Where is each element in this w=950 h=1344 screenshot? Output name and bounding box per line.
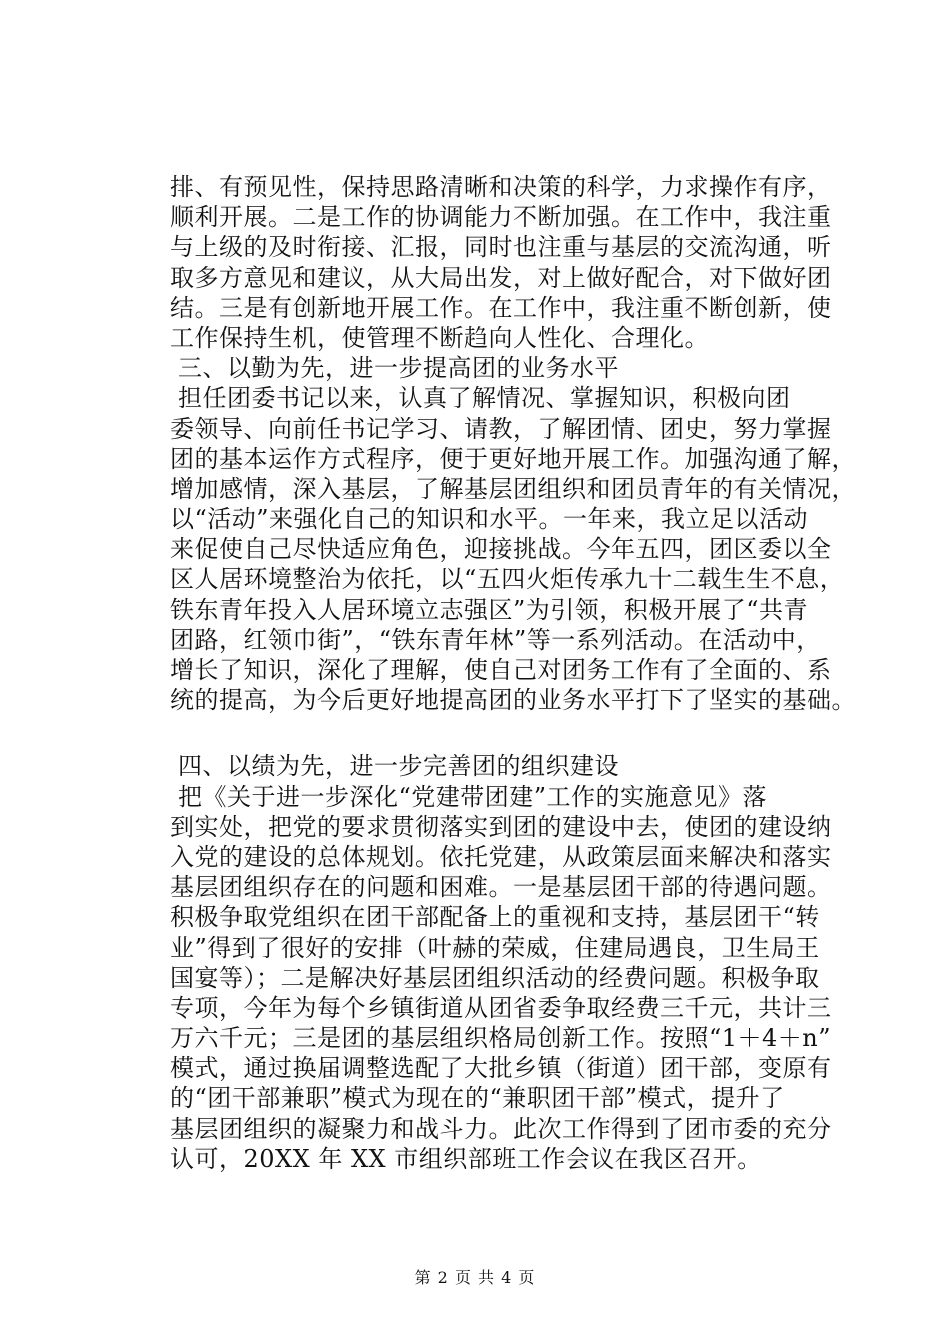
text-line: 基层团组织的凝聚力和战斗力。此次工作得到了团市委的充分 [170, 1114, 832, 1143]
text-line: 结。三是有创新地开展工作。在工作中，我注重不断创新，使 [170, 293, 832, 322]
text-line: 把《关于进一步深化“党建带团建”工作的实施意见》落 [178, 782, 768, 811]
text-line: 取多方意见和建议，从大局出发，对上做好配合，对下做好团 [170, 263, 832, 292]
paragraph-continued [170, 172, 832, 353]
text-line: 担任团委书记以来，认真了解情况、掌握知识，积极向团 [178, 384, 791, 413]
text-line: 认可，20XX 年 XX 市组织部班工作会议在我区召开。 [170, 1144, 762, 1173]
text-line: 顺利开展。二是工作的协调能力不断加强。在工作中，我注重 [170, 203, 832, 232]
text-line: 入党的建设的总体规划。依托党建，从政策层面来解决和落实 [170, 842, 832, 871]
text-line: 业”得到了很好的安排（叶赫的荣威，住建局遇良，卫生局王 [170, 933, 820, 962]
text-line: 万六千元；三是团的基层组织格局创新工作。按照“1＋4＋n” [170, 1024, 832, 1053]
paragraph-section-3 [170, 383, 856, 715]
text-line: 团路，红领巾街”，“铁东青年林”等一系列活动。在活动中， [170, 625, 821, 654]
text-line: 排、有预见性，保持思路清晰和决策的科学，力求操作有序， [170, 173, 832, 201]
text-line: 增加感情，深入基层，了解基层团组织和团员青年的有关情况， [170, 474, 856, 503]
text-line: 以“活动”来强化自己的知识和水平。一年来，我立足以活动 [170, 505, 809, 534]
text-line: 专项，今年为每个乡镇街道从团省委争取经费三千元，共计三 [170, 993, 832, 1022]
text-line: 工作保持生机，使管理不断趋向人性化、合理化。 [170, 323, 709, 352]
text-line: 团的基本运作方式程序，便于更好地开展工作。加强沟通了解， [170, 444, 856, 473]
text-line: 铁东青年投入人居环境立志强区”为引领，积极开展了“共青 [170, 595, 809, 624]
text-line: 委领导、向前任书记学习、请教，了解团情、团史，努力掌握 [170, 414, 832, 443]
page-footer: 第 2 页 共 4 页 [414, 1268, 536, 1287]
section-heading-4: 四、以绩为先，进一步完善团的组织建设 [178, 752, 619, 781]
text-line: 与上级的及时衔接、汇报，同时也注重与基层的交流沟通，听 [170, 233, 832, 262]
document-body [170, 172, 856, 1174]
text-line: 到实处，把党的要求贯彻落实到团的建设中去，使团的建设纳 [170, 812, 832, 841]
text-line: 模式，通过换届调整选配了大批乡镇（街道）团干部，变原有 [170, 1054, 832, 1083]
section-heading-3: 三、以勤为先，进一步提高团的业务水平 [178, 354, 619, 383]
text-line: 积极争取党组织在团干部配备上的重视和支持，基层团干“转 [170, 903, 820, 932]
paragraph-section-4 [170, 782, 832, 1174]
text-line: 基层团组织存在的问题和困难。一是基层团干部的待遇问题。 [170, 873, 832, 902]
text-line: 区人居环境整治为依托，以“五四火炬传承九十二载生生不息， [170, 565, 845, 594]
text-line: 的“团干部兼职”模式为现在的“兼职团干部”模式，提升了 [170, 1084, 785, 1113]
paragraph-spacer [170, 715, 800, 751]
text-line: 增长了知识，深化了理解，使自己对团务工作有了全面的、系 [170, 656, 832, 684]
text-line: 统的提高，为今后更好地提高团的业务水平打下了坚实的基础。 [170, 686, 856, 715]
text-line: 来促使自己尽快适应角色，迎接挑战。今年五四，团区委以全 [170, 535, 832, 564]
text-line: 国宴等）；二是解决好基层团组织活动的经费问题。积极争取 [170, 963, 820, 992]
